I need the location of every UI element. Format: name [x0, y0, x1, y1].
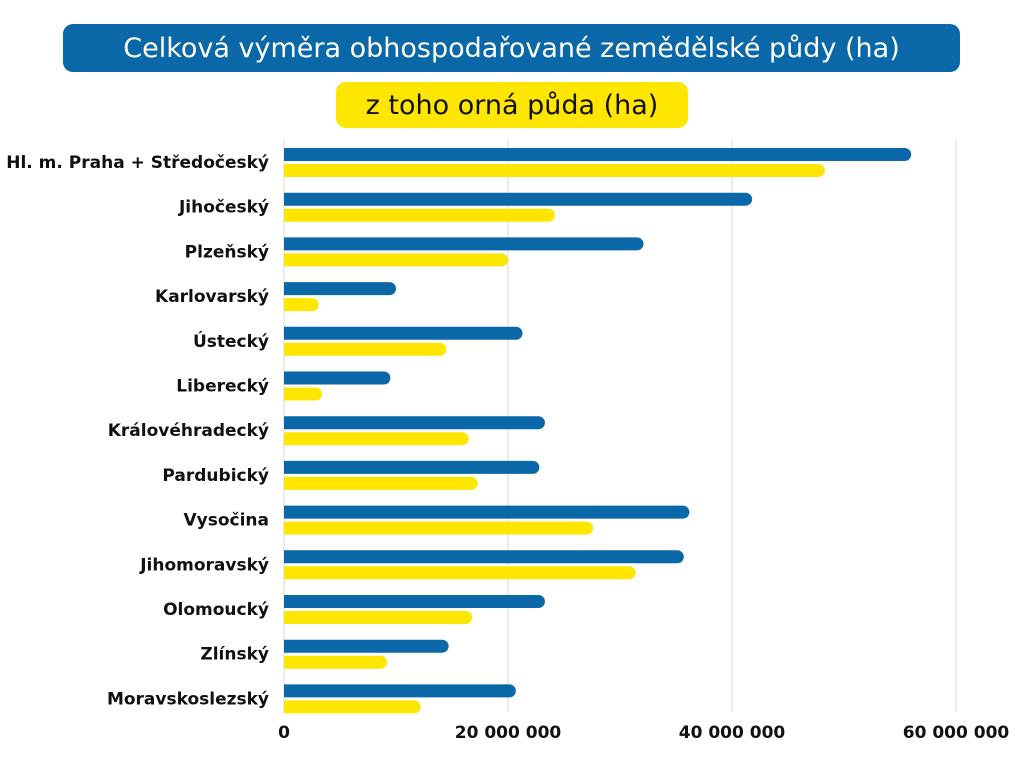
legend-total-series: Celková výměra obhospodařované zemědělské půdy (ha): [63, 24, 960, 72]
bar-arable: [284, 700, 421, 713]
category-label: Pardubický: [162, 465, 269, 486]
bar-arable: [284, 477, 478, 490]
bar-total: [284, 640, 449, 653]
bar-total: [284, 416, 545, 429]
legend-arable-series: z toho orná půda (ha): [336, 82, 688, 128]
bar-total: [284, 506, 689, 519]
category-label: Zlínský: [200, 644, 269, 665]
bar-arable: [284, 656, 387, 669]
category-label: Liberecký: [176, 376, 269, 397]
bar-arable: [284, 298, 319, 311]
x-tick-label: 40 000 000: [678, 723, 786, 743]
bar-total: [284, 461, 539, 474]
bar-arable: [284, 164, 825, 177]
category-label: Vysočina: [183, 510, 269, 531]
bar-arable: [284, 611, 472, 624]
bar-arable: [284, 432, 469, 445]
bar-total: [284, 148, 911, 161]
bar-total: [284, 595, 545, 608]
category-label: Jihočeský: [178, 197, 269, 218]
bar-total: [284, 193, 752, 206]
bar-arable: [284, 209, 555, 222]
x-tick-label: 0: [278, 723, 290, 743]
bar-arable: [284, 388, 322, 401]
bar-arable: [284, 343, 446, 356]
bar-total: [284, 237, 644, 250]
category-label: Královéhradecký: [107, 421, 269, 442]
bar-arable: [284, 522, 593, 535]
category-label: Plzeňský: [184, 242, 269, 263]
category-label: Ústecký: [192, 331, 269, 352]
category-label: Olomoucký: [163, 600, 269, 620]
bar-arable: [284, 253, 508, 266]
bar-total: [284, 550, 684, 563]
bar-total: [284, 684, 516, 697]
bar-total: [284, 372, 390, 385]
x-tick-label: 60 000 000: [902, 723, 1010, 743]
category-label: Moravskoslezský: [106, 689, 269, 710]
category-label: Hl. m. Praha + Středočeský: [6, 153, 269, 173]
x-tick-label: 20 000 000: [454, 723, 562, 743]
bar-arable: [284, 566, 636, 579]
category-label: Jihomoravský: [140, 555, 269, 576]
bar-total: [284, 327, 523, 340]
bar-total: [284, 282, 396, 295]
category-label: Karlovarský: [155, 287, 269, 308]
